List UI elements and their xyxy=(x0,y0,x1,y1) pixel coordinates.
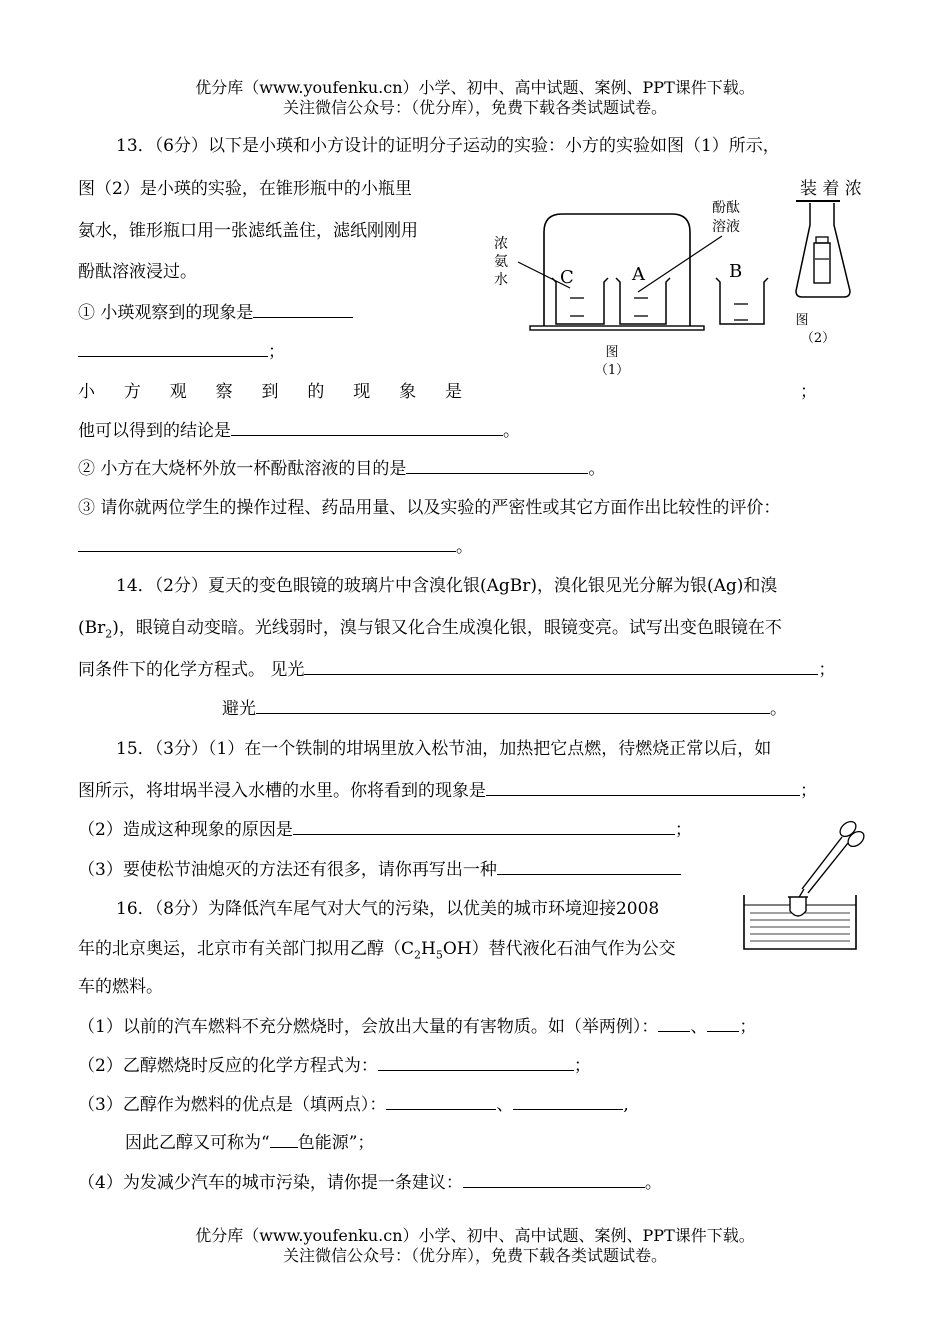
beaker-a-label: A xyxy=(632,264,645,285)
phenol-label-2: 溶液 xyxy=(712,219,740,235)
footer-line-2: 关注微信公众号：（优分库），免费下载各类试题试卷。 xyxy=(282,1246,667,1265)
q16-line-3: 车的燃料。 xyxy=(78,977,163,997)
q14-dark-label: 避光 xyxy=(222,699,256,719)
q16-question-3 xyxy=(78,1093,629,1117)
answer-blank[interactable] xyxy=(293,818,675,835)
obs-word: 到 xyxy=(261,382,279,402)
obs-word: 象 xyxy=(399,382,417,402)
q15-line-4 xyxy=(78,858,681,882)
q14-period: 。 xyxy=(770,699,787,719)
q16-question-4 xyxy=(78,1171,662,1195)
figure-2-caption-2: （2） xyxy=(800,331,836,346)
q16-semicolon-2: ； xyxy=(573,1056,591,1076)
ammonia-label-2: 氨 xyxy=(494,254,508,270)
q13-period-3: 。 xyxy=(456,537,473,557)
answer-blank[interactable] xyxy=(253,301,353,318)
answer-blank[interactable] xyxy=(270,1131,298,1148)
q16-h: H xyxy=(421,939,436,959)
q14-semicolon: ； xyxy=(818,660,836,680)
q13-question-1-text: ① 小瑛观察到的现象是 xyxy=(78,303,254,323)
obs-word: 方 xyxy=(123,382,141,402)
q16-question-1-text: （1）以前的汽车燃料不充分燃烧时，会放出大量的有害物质。如（举两例）： xyxy=(78,1017,659,1037)
q14-br-sub: 2 xyxy=(105,627,113,641)
q16-line-1: 16．（8分）为降低汽车尾气对大气的污染，以优美的城市环境迎接2008 xyxy=(116,899,660,919)
beaker-c-label: C xyxy=(560,267,574,288)
obs-word: 现 xyxy=(353,382,371,402)
answer-blank[interactable] xyxy=(304,658,818,675)
q16-sep-2: 、 xyxy=(496,1095,514,1115)
header-line-2: 关注微信公众号：（优分库），免费下载各类试题试卷。 xyxy=(282,98,667,117)
header-line-1: 优分库（www.youfenku.cn）小学、初中、高中试题、案例、PPT课件下载。 xyxy=(195,78,755,97)
q13-intro: 13．（6分）以下是小瑛和小方设计的证明分子运动的实验：小方的实验如图（1）所示， xyxy=(116,136,780,156)
answer-blank[interactable] xyxy=(231,419,503,436)
figure-1-caption-2: （1） xyxy=(594,363,630,378)
answer-blank[interactable] xyxy=(78,535,456,552)
q16-comma: , xyxy=(623,1095,629,1115)
obs-word: 观 xyxy=(169,382,187,402)
answer-blank[interactable] xyxy=(406,457,588,474)
q13-line-2: 图（2）是小瑛的实验，在锥形瓶中的小瓶里 xyxy=(78,179,412,199)
q16-question-2 xyxy=(78,1054,591,1078)
q16-question-4-text: （4）为发减少汽车的城市污染，请你提一条建议： xyxy=(78,1173,463,1193)
figure-1-caption-1: 图 xyxy=(605,345,619,360)
q14-light-label: 同条件下的化学方程式。 见光 xyxy=(78,660,305,680)
q13-question-3-answer xyxy=(78,535,473,559)
q14-line-1: 14．（2分）夏天的变色眼镜的玻璃片中含溴化银(AgBr)，溴化银见光分解为银(Ag)和溴 xyxy=(116,576,778,596)
obs-word: 察 xyxy=(215,382,233,402)
q13-line-4: 酚酞溶液浸过。 xyxy=(78,262,197,282)
answer-blank[interactable] xyxy=(256,697,770,714)
q15-line-2 xyxy=(78,779,817,803)
q15-line-4-text: （3）要使松节油熄灭的方法还有很多，请你再写出一种 xyxy=(78,860,497,880)
q13-observation-line xyxy=(78,380,462,404)
ammonia-label-3: 水 xyxy=(494,272,508,288)
q16-question-3-text: （3）乙醇作为燃料的优点是（填两点）： xyxy=(78,1095,387,1115)
obs-word: 的 xyxy=(307,382,325,402)
figure-2-flask xyxy=(790,195,860,310)
crucible-in-water-figure xyxy=(740,815,870,955)
q15-semicolon-2: ； xyxy=(674,820,692,840)
q15-semicolon-1: ； xyxy=(800,781,817,801)
q16-question-2-text: （2）乙醇燃烧时反应的化学方程式为： xyxy=(78,1056,378,1076)
q16-sub-2: 5 xyxy=(435,948,443,962)
q16-question-3b-pre: 因此乙醇又可称为“ xyxy=(125,1133,270,1153)
q13-semicolon-2: ； xyxy=(800,382,817,402)
q13-line-2-end: 装 着 浓 xyxy=(800,179,862,199)
q16-line-2-pre: 年的北京奥运，北京市有关部门拟用乙醇（C xyxy=(78,939,415,959)
q13-question-3: ③ 请你就两位学生的操作过程、药品用量、以及实验的严密性或其它方面作出比较性的评价： xyxy=(78,498,781,518)
q13-question-2-text: ② 小方在大烧杯外放一杯酚酞溶液的目的是 xyxy=(78,459,407,479)
q14-line-3 xyxy=(78,658,835,682)
beaker-b-label: B xyxy=(729,261,743,282)
q13-question-1 xyxy=(78,301,353,325)
q16-line-2-post: OH）替代液化石油气作为公交 xyxy=(442,939,676,959)
answer-blank[interactable] xyxy=(78,340,268,357)
answer-blank[interactable] xyxy=(463,1171,645,1188)
q14-br: (Br xyxy=(78,618,106,638)
q15-line-3-text: （2）造成这种现象的原因是 xyxy=(78,820,293,840)
q13-question-2 xyxy=(78,457,605,481)
q15-line-3 xyxy=(78,818,692,842)
q13-conclusion xyxy=(78,419,520,443)
phenol-label-1: 酚酞 xyxy=(712,200,740,216)
answer-blank[interactable] xyxy=(658,1015,690,1032)
ammonia-label-1: 浓 xyxy=(494,236,508,252)
answer-blank[interactable] xyxy=(486,779,800,796)
q15-line-1: 15．（3分）（1）在一个铁制的坩埚里放入松节油，加热把它点燃，待燃烧正常以后，如 xyxy=(116,739,772,759)
q13-line-3: 氨水，锥形瓶口用一张滤纸盖住，滤纸刚刚用 xyxy=(78,221,418,241)
figure-2-caption-1: 图 xyxy=(795,313,809,328)
q14-line-4 xyxy=(222,697,787,721)
footer-line-1: 优分库（www.youfenku.cn）小学、初中、高中试题、案例、PPT课件下载。 xyxy=(195,1226,755,1245)
q14-line-2 xyxy=(78,616,782,646)
q14-line-2-text: )，眼镜自动变暗。光线弱时，溴与银又化合生成溴化银，眼镜变亮。试写出变色眼镜在不 xyxy=(112,618,782,638)
answer-blank[interactable] xyxy=(378,1054,574,1071)
q16-period: 。 xyxy=(644,1173,662,1193)
obs-word: 是 xyxy=(445,382,462,402)
q13-period-2: 。 xyxy=(588,459,606,479)
q13-conclusion-text: 他可以得到的结论是 xyxy=(78,421,231,441)
q13-question-1-cont xyxy=(78,340,285,364)
q16-sub-1: 2 xyxy=(414,948,422,962)
q16-question-3b xyxy=(125,1131,374,1155)
obs-word: 小 xyxy=(78,382,95,402)
q16-sep: 、 xyxy=(690,1017,708,1037)
q16-semicolon-1: ； xyxy=(739,1017,757,1037)
q16-line-2 xyxy=(78,937,676,967)
q15-line-2-text: 图所示，将坩埚半浸入水槽的水里。你将看到的现象是 xyxy=(78,781,486,801)
answer-blank[interactable] xyxy=(497,858,681,875)
q16-question-1 xyxy=(78,1015,756,1039)
q13-semicolon: ； xyxy=(268,342,285,362)
answer-blank[interactable] xyxy=(707,1015,739,1032)
q13-period-1: 。 xyxy=(503,421,520,441)
answer-blank[interactable] xyxy=(386,1093,496,1110)
answer-blank[interactable] xyxy=(513,1093,623,1110)
q16-question-3b-post: 色能源”； xyxy=(297,1133,375,1153)
